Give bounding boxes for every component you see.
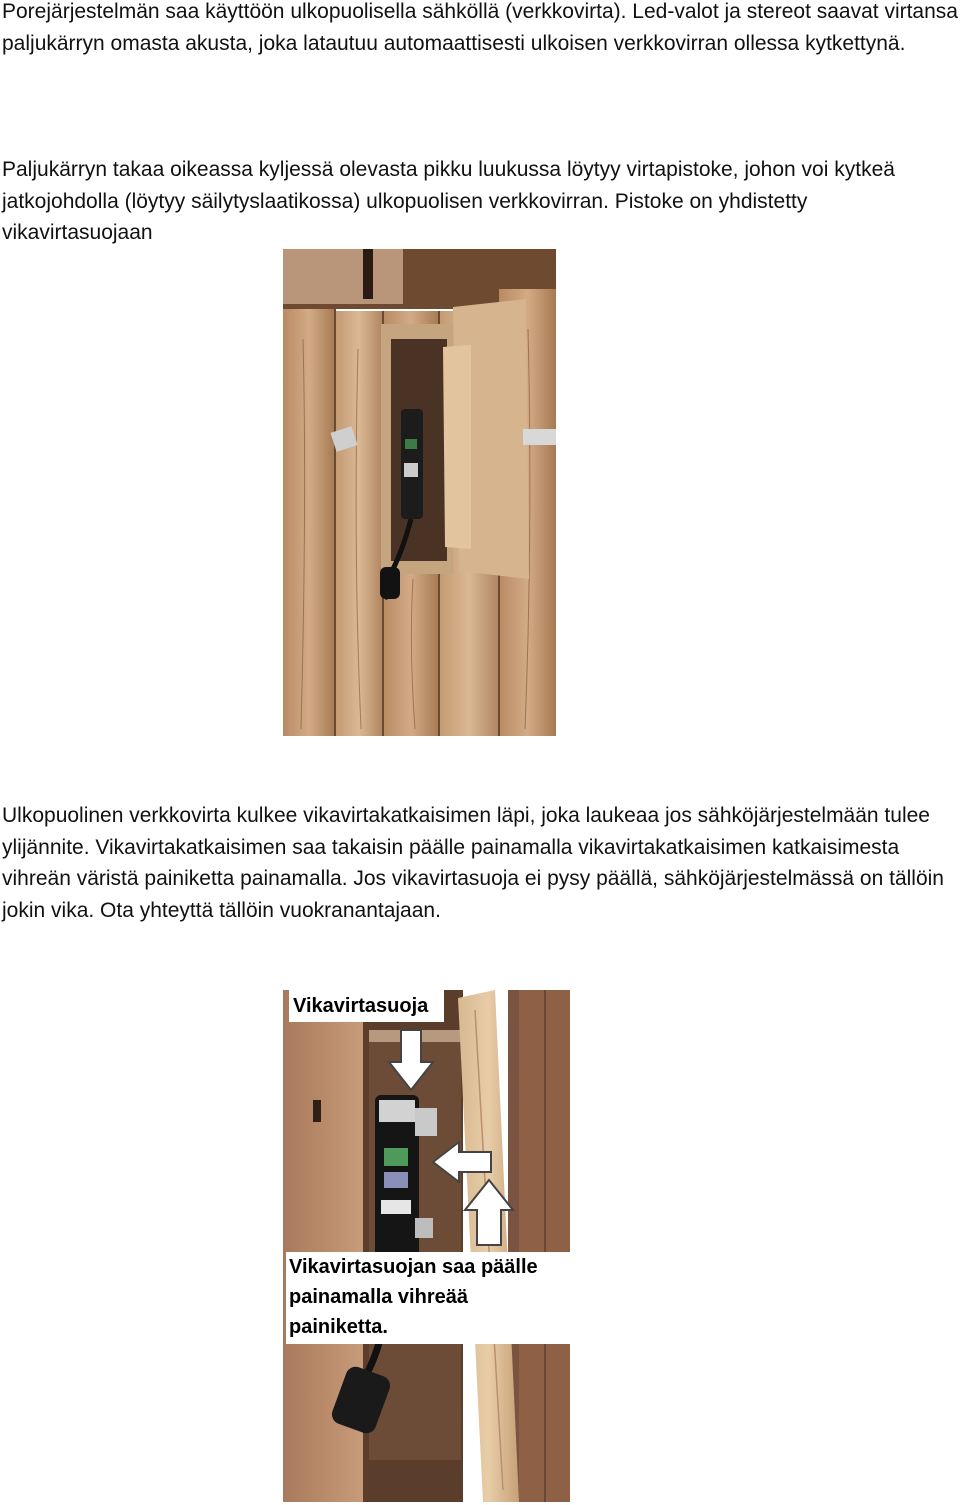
breaker-closeup-photo bbox=[283, 990, 570, 1502]
green-button-instruction: Vikavirtasuojan saa päälle painamalla vihreää painiketta. bbox=[286, 1252, 572, 1344]
breaker-label: Vikavirtasuoja bbox=[289, 990, 444, 1022]
breaker-paragraph: Ulkopuolinen verkkovirta kulkee vikavirtakatkaisimen läpi, joka laukeaa jos sähköjärjestelmään tulee ylijännite. Vikavirtakatkaisimen saa takaisin päälle painamalla vikavirtakatkaisimen katkaisimesta vihreän väristä painiketta painamalla. Jos vikavirtasuoja ei pysy päällä, sähköjärjestelmässä on tällöin jokin vika. Ota yhteyttä tällöin vuokranantajaan. bbox=[2, 804, 944, 922]
outlet-hatch-photo bbox=[283, 249, 556, 736]
intro-paragraph: Porejärjestelmän saa käyttöön ulkopuolisella sähköllä (verkkovirta). Led-valot ja stereot saavat virtansa paljukärryn omasta akusta, joka latautuu automaattisesti ulkoisen verkkovirran ollessa kytkettynä. bbox=[2, 0, 958, 55]
outlet-paragraph: Paljukärryn takaa oikeassa kyljessä olevasta pikku luukussa löytyy virtapistoke, johon voi kytkeä jatkojohdolla (löytyy säilytyslaatikossa) ulkopuolisen verkkovirran. Pistoke on yhdistetty vikavirtasuojaan bbox=[2, 158, 895, 244]
